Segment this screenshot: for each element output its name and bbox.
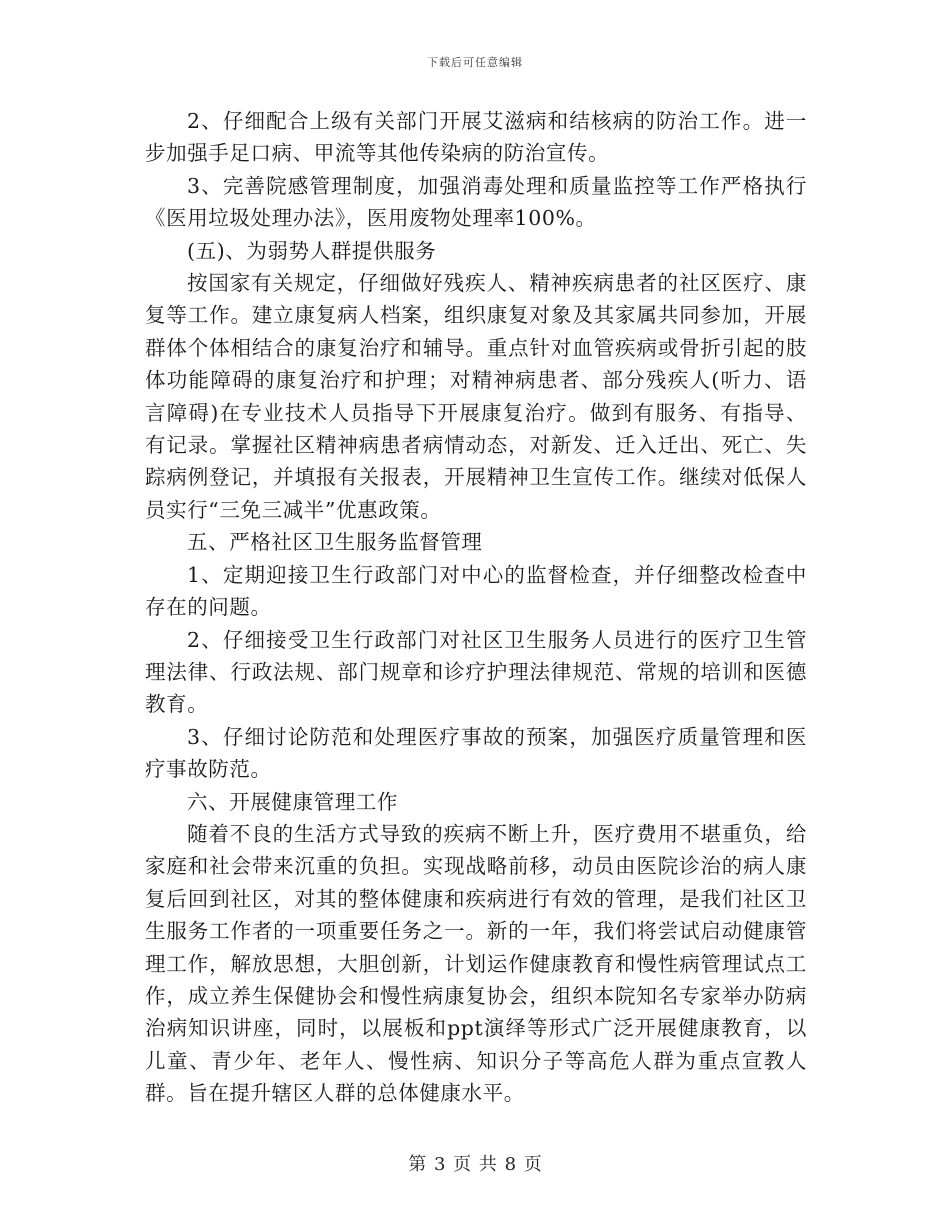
paragraph-health-management: 随着不良的生活方式导致的疾病不断上升，医疗费用不堪重负，给家庭和社会带来沉重的负担。实现战略前移，动员由医院诊治的病人康复后回到社区，对其的整体健康和疾病进行有效的管理，是我们社区卫生服务工作者的一项重要任务之一。新的一年，我们将尝试启动健康管理工作，解放思想，大胆创新，计划运作健康教育和慢性病管理试点工作，成立养生保健协会和慢性病康复协会，组织本院知名专家举办防病治病知识讲座，同时，以展板和ppt演绎等形式广泛开展健康教育，以儿童、青少年、老年人、慢性病、知识分子等高危人群为重点宣教人群。旨在提升辖区人群的总体健康水平。	[145, 821, 807, 1106]
page-number: 第 3 页 共 8 页	[408, 1154, 542, 1175]
section-heading-health-management: 六、开展健康管理工作	[187, 789, 399, 814]
paragraph-training: 2、仔细接受卫生行政部门对社区卫生服务人员进行的医疗卫生管理法律、行政法规、部门规章和诊疗护理法律规范、常规的培训和医德教育。	[145, 627, 807, 717]
section-heading-supervision: 五、严格社区卫生服务监督管理	[187, 530, 483, 555]
paragraph-inspection: 1、定期迎接卫生行政部门对中心的监督检查，并仔细整改检查中存在的问题。	[145, 562, 807, 620]
document-body	[145, 105, 807, 1110]
section-heading-vulnerable-groups: (五)、为弱势人群提供服务	[187, 238, 437, 263]
paragraph-infection-control: 3、完善院感管理制度，加强消毒处理和质量监控等工作严格执行《医用垃圾处理办法》，医用废物处理率100%。	[145, 173, 807, 231]
page-header: 下载后可任意编辑	[427, 56, 523, 69]
paragraph-aids-tb-prevention: 2、仔细配合上级有关部门开展艾滋病和结核病的防治工作。进一步加强手足口病、甲流等其他传染病的防治宣传。	[145, 109, 807, 166]
paragraph-rehabilitation-services: 按国家有关规定，仔细做好残疾人、精神疾病患者的社区医疗、康复等工作。建立康复病人档案，组织康复对象及其家属共同参加，开展群体个体相结合的康复治疗和辅导。重点针对血管疾病或骨折引起的肢体功能障碍的康复治疗和护理；对精神病患者、部分残疾人(听力、语言障碍)在专业技术人员指导下开展康复治疗。做到有服务、有指导、有记录。掌握社区精神病患者病情动态，对新发、迁入迁出、死亡、失踪病例登记，并填报有关报表，开展精神卫生宣传工作。继续对低保人员实行“三免三减半”优惠政策。	[145, 271, 807, 522]
paragraph-accident-prevention: 3、仔细讨论防范和处理医疗事故的预案，加强医疗质量管理和医疗事故防范。	[145, 724, 807, 782]
